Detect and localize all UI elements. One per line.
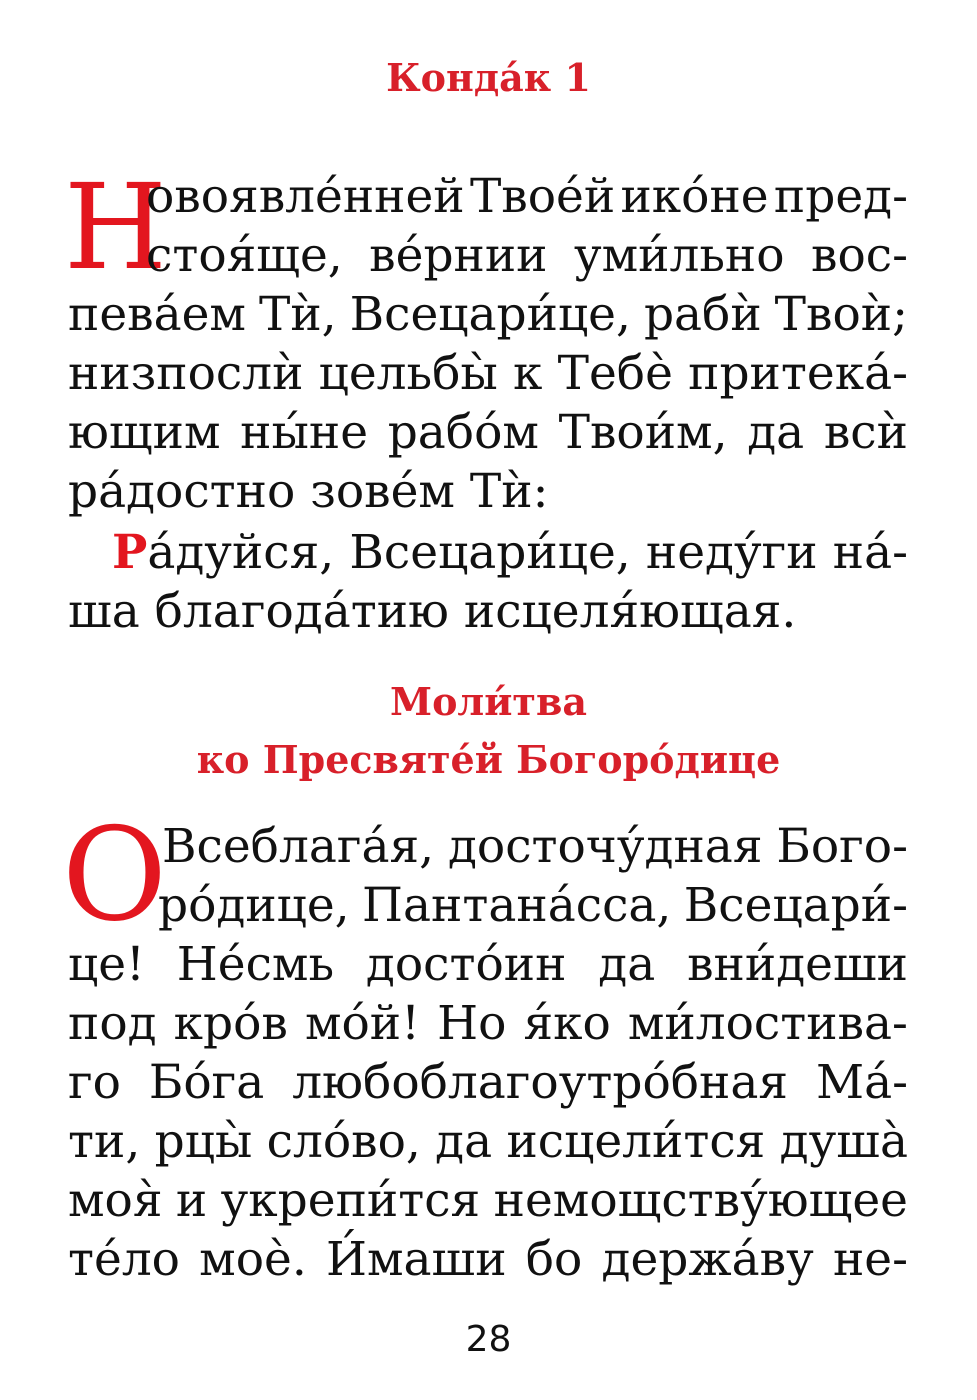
kondak-line-2: стоя́ще, ве́рнии уми́льно вос- — [146, 228, 908, 283]
prayer-line-3: це! Не́смь досто́ин да вни́деши — [68, 937, 908, 992]
kondak-dropcap: Н — [64, 158, 167, 296]
prayer-line-5: го Бо́га любоблагоутро́бная Ма́- — [68, 1055, 908, 1110]
kondak-line-1: овоявле́нней Твое́й ико́не пред- — [146, 169, 908, 224]
kondak-line-3: пева́ем Тѝ, Всецари́це, рабѝ Твоѝ; — [68, 287, 908, 342]
kondak-line-6: ра́достно зове́м Тѝ: — [68, 464, 549, 519]
prayer-dropcap: О — [62, 801, 167, 950]
refrain-initial: Р — [112, 525, 148, 580]
kondak-title: Конда́к 1 — [386, 55, 591, 100]
kondak-refrain-line-1: Ра́дуйся, Всецари́це, неду́ги на́- — [112, 525, 908, 580]
prayer-line-4: под кро́в мо́й! Но я́ко ми́лостива- — [68, 996, 908, 1051]
prayer-title-line-2: ко Пресвяте́й Богоро́дице — [196, 737, 781, 782]
prayer-line-1: Всеблага́я, досточу́дная Бого- — [162, 819, 908, 874]
kondak-line-4: низпослѝ цельбы̀ к Тебѐ притека́- — [68, 346, 908, 401]
prayer-line-8: те́ло моѐ. И́маши бо держа́ву не- — [68, 1232, 908, 1287]
kondak-line-5: ющим ны́не рабо́м Твои́м, да всѝ — [68, 405, 908, 460]
prayer-line-2: ро́дице, Пантана́сса, Всецари́- — [158, 878, 908, 933]
page-number: 28 — [465, 1319, 512, 1360]
prayer-title-line-1: Моли́тва — [390, 679, 587, 724]
prayer-line-6: ти, рцы̀ сло́во, да исцели́тся душа̀ — [68, 1114, 908, 1169]
kondak-refrain-line-2: ша благода́тию исцеля́ющая. — [68, 584, 797, 639]
prayer-line-7: моя̀ и укрепи́тся немощству́ющее — [68, 1173, 908, 1228]
